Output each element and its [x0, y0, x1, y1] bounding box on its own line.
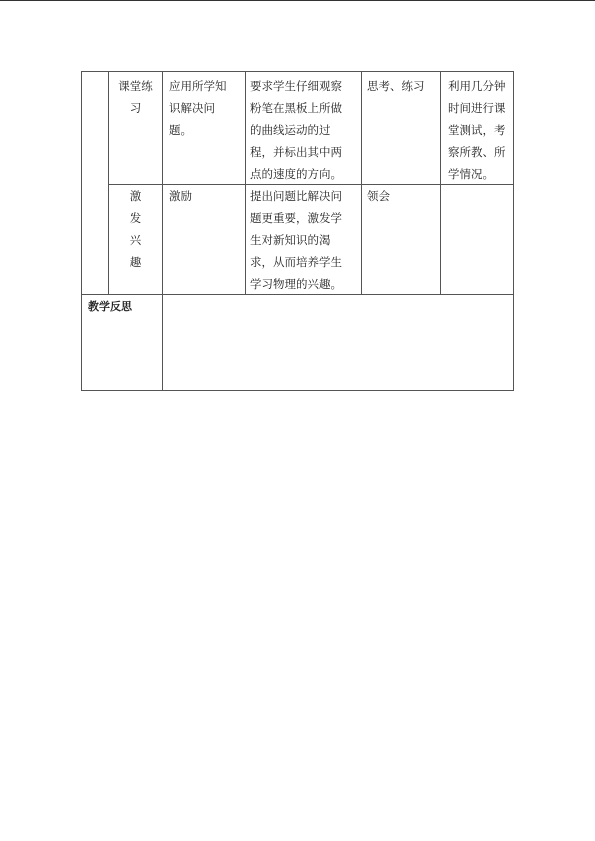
table-col-divider: [245, 72, 246, 294]
reflection-label: 教学反思: [88, 300, 132, 313]
table-row-2-teacher-activity: 激励: [169, 189, 192, 203]
table-row-1-teacher-activity: 应用所学知 识解决问 题。: [169, 79, 227, 137]
table-row-1-stage: 课堂练 习: [118, 79, 153, 115]
table-col-divider: [162, 72, 163, 390]
table-row-1-content: 要求学生仔细观察 粉笔在黑板上所做 的曲线运动的过 程，并标出其中两 点的速度的方向。: [250, 79, 342, 181]
table-row-2-stage: 激 发 兴 趣: [129, 189, 142, 269]
lesson-plan-table: [81, 71, 514, 391]
table-row-1-student-activity: 思考、练习: [367, 79, 425, 93]
page-top-rule: [0, 0, 595, 1]
table-row-2-content: 提出问题比解决问 题更重要，激发学 生对新知识的渴 求，从而培养学生 学习物理的兴趣。: [250, 189, 342, 291]
table-row-1-intent: 利用几分钟 时间进行课 堂测试，考 察所教、所 学情况。: [448, 79, 506, 181]
table-row-2-student-activity: 领会: [367, 189, 390, 203]
table-col-divider: [361, 72, 362, 294]
table-col-divider: [440, 72, 441, 294]
